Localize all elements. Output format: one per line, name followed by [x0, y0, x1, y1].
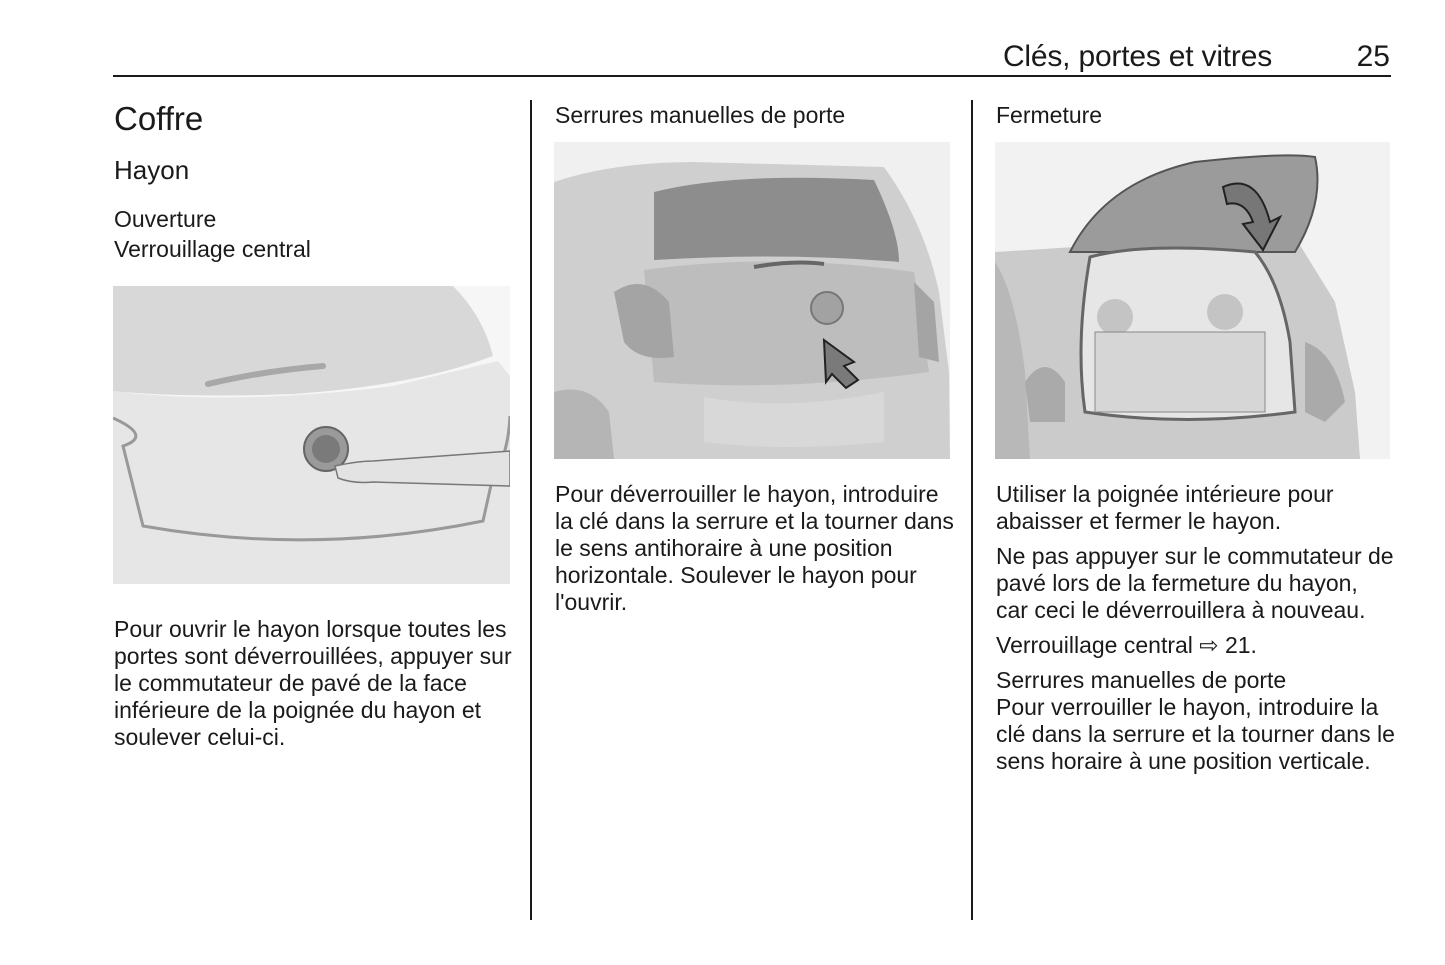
crossref-page[interactable]: 21.: [1224, 632, 1257, 658]
crossref-arrow-icon: ⇨: [1199, 632, 1219, 658]
col2-heading: Serrures manuelles de porte: [555, 102, 846, 128]
chapter-title: Clés, portes et vitres: [1002, 40, 1272, 73]
section-heading-coffre: Coffre: [114, 100, 204, 137]
col3-paragraph-4: Pour verrouiller le hayon, introduire la clé dans la serrure et la tourner dans le sens horaire à une position verticale.: [996, 694, 1395, 774]
col3-paragraph-1: Utiliser la poignée intérieure pour abaisser et fermer le hayon.: [996, 481, 1334, 534]
subheading-ouverture: Ouverture: [114, 206, 217, 232]
col3-paragraph-2: Ne pas appuyer sur le commutateur de pavé lors de la fermeture du hayon, car ceci le déverrouillera à nouveau.: [996, 543, 1394, 623]
tailgate-handle-hand-illustration: [113, 286, 510, 584]
col2-body-text: Pour déverrouiller le hayon, introduire la clé dans la serrure et la tourner dans le sens antihoraire à une position horizontale. Soulever le hayon pour l'ouvrir.: [555, 481, 954, 615]
subheading-hayon: Hayon: [114, 155, 190, 185]
col3-heading: Fermeture: [996, 102, 1103, 128]
crossref-label: Verrouillage central: [996, 632, 1193, 658]
col1-body-text: Pour ouvrir le hayon lorsque toutes les portes sont déverrouillées, appuyer sur le commutateur de pavé de la face inférieure de la poignée du hayon et soulever celui-ci.: [114, 616, 512, 750]
col3-text-block: [996, 481, 1396, 783]
column-divider-2: [971, 100, 973, 920]
page-number: 25: [1356, 40, 1390, 73]
col3-crossref[interactable]: [996, 632, 1396, 659]
open-tailgate-arrow-illustration: [995, 142, 1390, 459]
col3-bold-subheading: Serrures manuelles de porte: [996, 667, 1287, 693]
header-rule: [113, 75, 1391, 77]
rear-car-lock-arrow-illustration: [554, 142, 950, 459]
subheading-verrouillage-central: Verrouillage central: [114, 236, 311, 262]
column-divider-1: [530, 100, 532, 920]
